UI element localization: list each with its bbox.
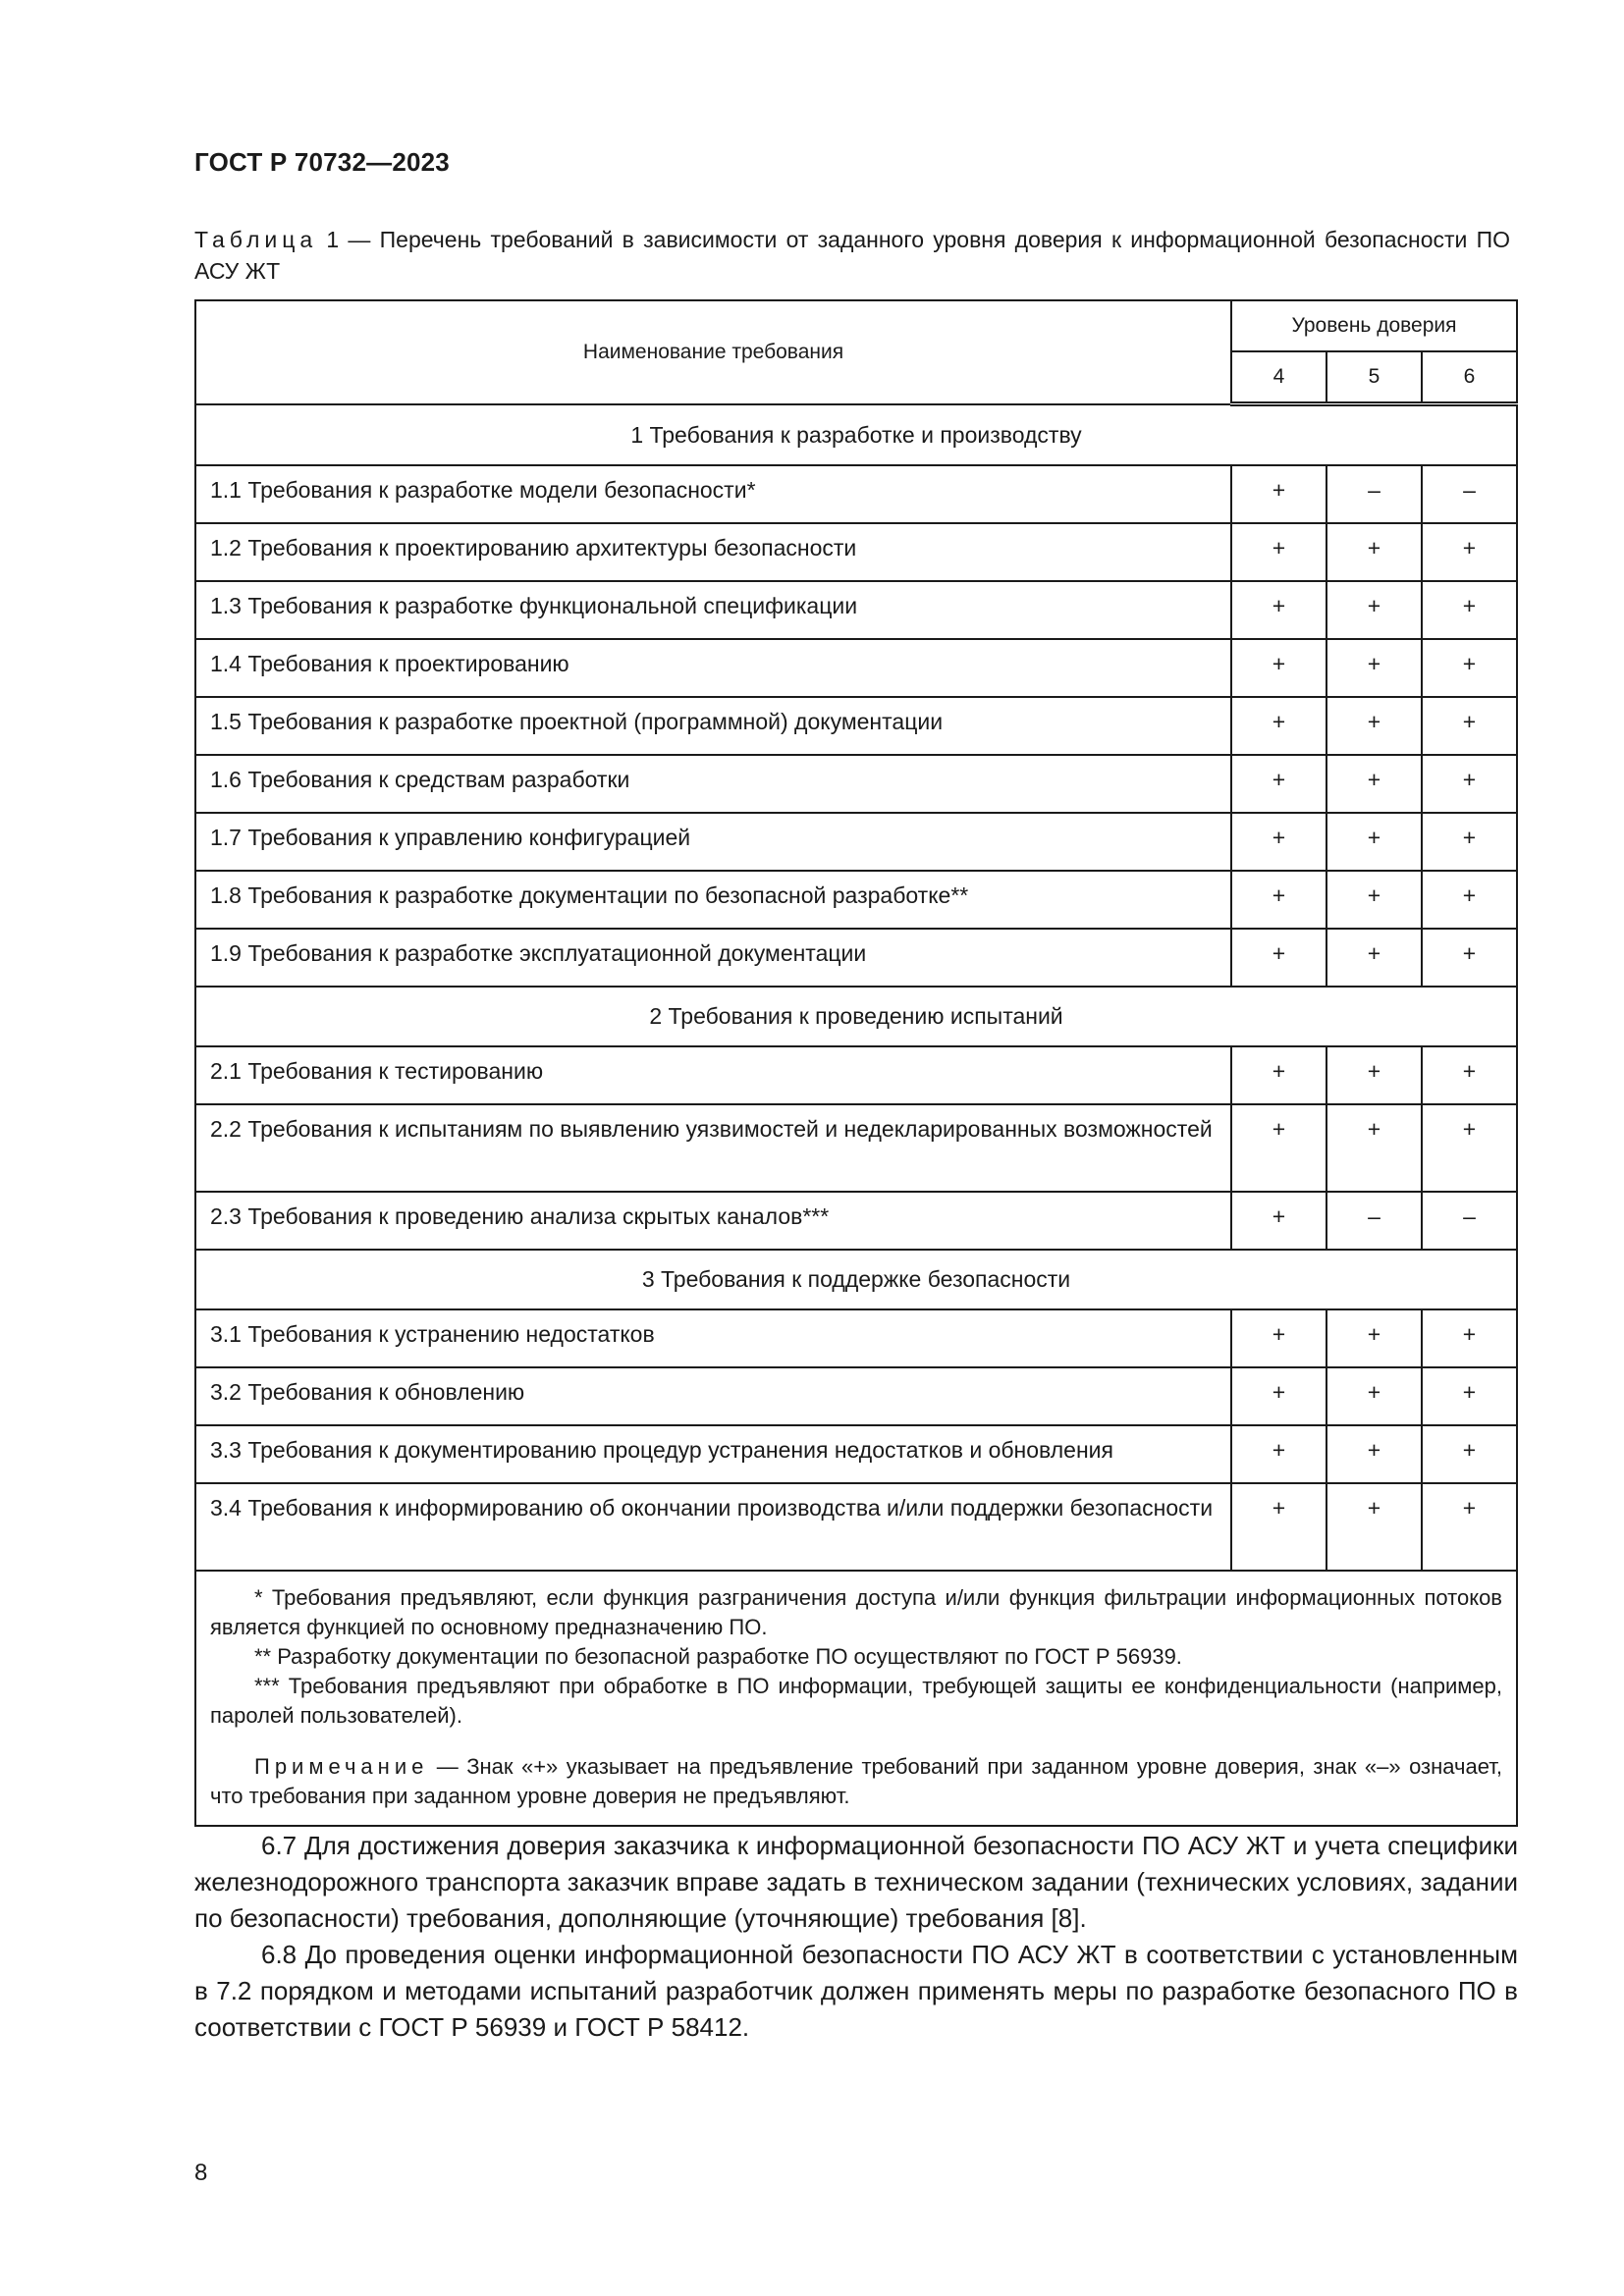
- table-row: [195, 813, 1517, 871]
- level-mark: +: [1231, 1046, 1326, 1104]
- level-mark: –: [1422, 465, 1517, 523]
- level-mark: +: [1422, 697, 1517, 755]
- section-title: 3 Требования к поддержке безопасности: [195, 1250, 1517, 1309]
- level-mark: +: [1231, 1192, 1326, 1250]
- level-mark: +: [1422, 581, 1517, 639]
- level-mark: +: [1231, 929, 1326, 987]
- level-mark: +: [1326, 929, 1422, 987]
- level-mark: +: [1231, 1483, 1326, 1571]
- page-number: 8: [194, 2160, 208, 2186]
- level-mark: +: [1422, 1367, 1517, 1425]
- header-level-4: 4: [1231, 351, 1326, 404]
- body-text: [194, 1828, 1518, 2046]
- section-title: 2 Требования к проведению испытаний: [195, 987, 1517, 1046]
- level-mark: –: [1422, 1192, 1517, 1250]
- level-mark: +: [1326, 581, 1422, 639]
- table-row: [195, 523, 1517, 581]
- document-code: ГОСТ Р 70732—2023: [194, 147, 450, 177]
- footnote: * Требования предъявляют, если функция разграничения доступа и/или функция фильтрации информационных потоков является функцией по основному предназначению ПО.: [210, 1585, 1502, 1639]
- level-mark: +: [1326, 1309, 1422, 1367]
- requirement-label: 3.4 Требования к информированию об окончании производства и/или поддержки безопасности: [195, 1483, 1231, 1571]
- table-section-row: [195, 987, 1517, 1046]
- level-mark: +: [1326, 1367, 1422, 1425]
- level-mark: +: [1231, 1309, 1326, 1367]
- table-row: [195, 871, 1517, 929]
- level-mark: +: [1422, 639, 1517, 697]
- table-row: [195, 697, 1517, 755]
- table-notes-row: [195, 1571, 1517, 1826]
- level-mark: +: [1231, 1425, 1326, 1483]
- requirement-label: 3.3 Требования к документированию процедур устранения недостатков и обновления: [195, 1425, 1231, 1483]
- level-mark: +: [1231, 581, 1326, 639]
- level-mark: +: [1326, 1425, 1422, 1483]
- level-mark: +: [1422, 871, 1517, 929]
- requirement-label: 1.9 Требования к разработке эксплуатационной документации: [195, 929, 1231, 987]
- level-mark: +: [1422, 755, 1517, 813]
- requirement-label: 1.7 Требования к управлению конфигурацией: [195, 813, 1231, 871]
- level-mark: +: [1231, 523, 1326, 581]
- level-mark: +: [1422, 1309, 1517, 1367]
- level-mark: +: [1422, 813, 1517, 871]
- table-row: [195, 929, 1517, 987]
- requirement-label: 1.8 Требования к разработке документации по безопасной разработке**: [195, 871, 1231, 929]
- level-mark: +: [1231, 813, 1326, 871]
- level-mark: +: [1326, 523, 1422, 581]
- table-header-row: [195, 300, 1517, 351]
- level-mark: +: [1326, 1483, 1422, 1571]
- level-mark: +: [1231, 639, 1326, 697]
- caption-text: 1 — Перечень требований в зависимости от заданного уровня доверия к информационной безопасности ПО АСУ ЖТ: [194, 227, 1511, 284]
- table-row: [195, 755, 1517, 813]
- level-mark: +: [1231, 697, 1326, 755]
- level-mark: +: [1326, 639, 1422, 697]
- level-mark: +: [1326, 1046, 1422, 1104]
- level-mark: +: [1231, 755, 1326, 813]
- requirement-label: 2.3 Требования к проведению анализа скрытых каналов***: [195, 1192, 1231, 1250]
- table-row: [195, 1046, 1517, 1104]
- requirement-label: 3.1 Требования к устранению недостатков: [195, 1309, 1231, 1367]
- requirement-label: 3.2 Требования к обновлению: [195, 1367, 1231, 1425]
- level-mark: +: [1422, 929, 1517, 987]
- level-mark: +: [1422, 1483, 1517, 1571]
- header-level-5: 5: [1326, 351, 1422, 404]
- requirement-label: 1.3 Требования к разработке функциональной спецификации: [195, 581, 1231, 639]
- level-mark: +: [1326, 697, 1422, 755]
- requirement-label: 2.1 Требования к тестированию: [195, 1046, 1231, 1104]
- header-level-6: 6: [1422, 351, 1517, 404]
- level-mark: +: [1326, 755, 1422, 813]
- note-text: — Знак «+» указывает на предъявление требований при заданном уровне доверия, знак «–» означает, что требования при заданном уровне доверия не предъявляют.: [210, 1754, 1502, 1808]
- level-mark: +: [1231, 1104, 1326, 1192]
- table-caption: [194, 224, 1510, 287]
- section-title: 1 Требования к разработке и производству: [195, 404, 1517, 466]
- footnote: ** Разработку документации по безопасной разработке ПО осуществляют по ГОСТ Р 56939.: [254, 1644, 1182, 1669]
- requirement-label: 1.4 Требования к проектированию: [195, 639, 1231, 697]
- requirement-label: 1.6 Требования к средствам разработки: [195, 755, 1231, 813]
- header-trust-level: Уровень доверия: [1231, 300, 1517, 351]
- requirement-label: 1.1 Требования к разработке модели безопасности*: [195, 465, 1231, 523]
- footnote: *** Требования предъявляют при обработке в ПО информации, требующей защиты ее конфиденциальности (например, паролей пользователей).: [210, 1674, 1502, 1728]
- level-mark: –: [1326, 465, 1422, 523]
- table-row: [195, 1192, 1517, 1250]
- level-mark: +: [1231, 1367, 1326, 1425]
- table-row: [195, 639, 1517, 697]
- header-requirement-name: Наименование требования: [195, 300, 1231, 404]
- paragraph-6-7: 6.7 Для достижения доверия заказчика к информационной безопасности ПО АСУ ЖТ и учета специфики железнодорожного транспорта заказчик вправе задать в техническом задании (технических условиях, задании по безопасности) требования, дополняющие (уточняющие) требования [8].: [194, 1831, 1518, 1933]
- table-row: [195, 1309, 1517, 1367]
- table-row: [195, 1367, 1517, 1425]
- note-label: Примечание: [254, 1754, 429, 1779]
- level-mark: +: [1422, 1046, 1517, 1104]
- requirement-label: 2.2 Требования к испытаниям по выявлению уязвимостей и недекларированных возможностей: [195, 1104, 1231, 1192]
- table-section-row: [195, 1250, 1517, 1309]
- level-mark: +: [1422, 523, 1517, 581]
- level-mark: +: [1231, 465, 1326, 523]
- table-row: [195, 1483, 1517, 1571]
- table-section-row: [195, 404, 1517, 466]
- requirement-label: 1.5 Требования к разработке проектной (программной) документации: [195, 697, 1231, 755]
- requirements-table: [194, 299, 1518, 1827]
- level-mark: +: [1326, 871, 1422, 929]
- table-row: [195, 1425, 1517, 1483]
- table-row: [195, 1104, 1517, 1192]
- level-mark: +: [1231, 871, 1326, 929]
- level-mark: +: [1326, 813, 1422, 871]
- level-mark: +: [1422, 1104, 1517, 1192]
- paragraph-6-8: 6.8 До проведения оценки информационной безопасности ПО АСУ ЖТ в соответствии с установленным в 7.2 порядком и методами испытаний разработчик должен применять меры по разработке безопасного ПО в соответствии с ГОСТ Р 56939 и ГОСТ Р 58412.: [194, 1940, 1518, 2042]
- table-row: [195, 465, 1517, 523]
- caption-label: Таблица: [194, 227, 318, 252]
- table-row: [195, 581, 1517, 639]
- table-note: [210, 1752, 1502, 1811]
- level-mark: –: [1326, 1192, 1422, 1250]
- level-mark: +: [1326, 1104, 1422, 1192]
- table-notes: [195, 1571, 1517, 1826]
- requirement-label: 1.2 Требования к проектированию архитектуры безопасности: [195, 523, 1231, 581]
- level-mark: +: [1422, 1425, 1517, 1483]
